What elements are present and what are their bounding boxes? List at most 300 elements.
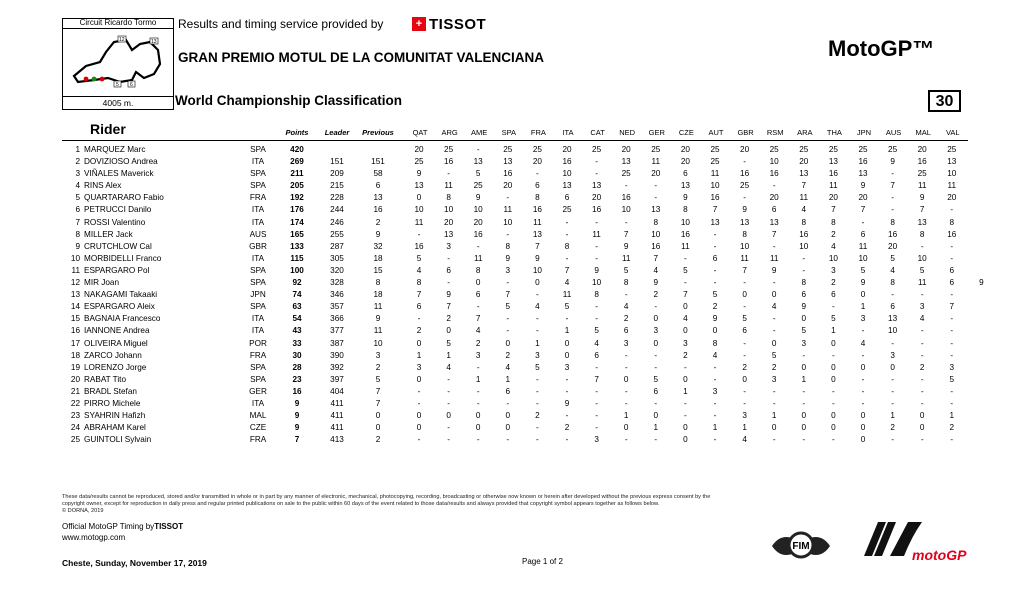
race-points-cell: 5 bbox=[890, 253, 895, 263]
race-points-cell: 2 bbox=[564, 423, 570, 433]
copyright-disclaimer bbox=[62, 494, 932, 515]
race-points-cell: - bbox=[802, 350, 806, 360]
race-points-cell: - bbox=[506, 314, 510, 324]
race-points-cell: 11 bbox=[947, 181, 957, 191]
rider-name: ESPARGARO Aleix bbox=[84, 302, 155, 312]
race-points-cell: 5 bbox=[683, 265, 688, 275]
race-points-cell: 11 bbox=[444, 181, 453, 191]
race-points-cell: 16 bbox=[710, 193, 720, 203]
race-points-cell: 5 bbox=[919, 265, 925, 275]
race-points-cell: - bbox=[713, 229, 717, 239]
gap-to-previous: 32 bbox=[373, 241, 383, 251]
race-points-cell: - bbox=[565, 217, 569, 227]
race-points-cell: - bbox=[447, 398, 450, 408]
race-points-cell: - bbox=[743, 338, 746, 348]
gap-to-previous: 13 bbox=[373, 193, 383, 203]
race-points-cell: 3 bbox=[771, 374, 777, 384]
race-points-cell: 8 bbox=[623, 278, 629, 288]
gap-to-leader: 209 bbox=[330, 169, 344, 179]
table-row bbox=[62, 144, 968, 156]
race-points-cell: 7 bbox=[683, 290, 688, 300]
race-points-cell: 0 bbox=[919, 411, 925, 421]
race-points-cell: 0 bbox=[564, 350, 570, 360]
table-row bbox=[62, 204, 968, 216]
map-marker: 12 bbox=[119, 37, 125, 43]
race-points-cell: 9 bbox=[890, 157, 895, 167]
race-points-cell: 4 bbox=[535, 302, 540, 312]
race-points-cell: - bbox=[920, 326, 924, 336]
race-points-cell: - bbox=[476, 435, 480, 445]
rider-name: BAGNAIA Francesco bbox=[84, 314, 161, 324]
rider-nation: SPA bbox=[250, 169, 266, 179]
race-points-cell: 13 bbox=[740, 217, 750, 227]
table-row bbox=[62, 301, 968, 313]
rider-name: RINS Alex bbox=[84, 181, 122, 191]
rider-nation: ITA bbox=[251, 398, 265, 408]
race-points-cell: 20 bbox=[740, 145, 750, 154]
race-points-cell: 8 bbox=[712, 338, 718, 348]
race-points-cell: 0 bbox=[505, 423, 511, 433]
rider-points: 205 bbox=[290, 181, 304, 191]
race-points-cell: 3 bbox=[535, 350, 540, 360]
rider-points: 74 bbox=[292, 290, 302, 300]
gap-to-previous: 10 bbox=[373, 338, 383, 348]
race-points-cell: - bbox=[891, 169, 894, 179]
race-points-cell: 20 bbox=[592, 193, 602, 203]
race-points-cell: - bbox=[743, 398, 746, 408]
race-points-cell: 7 bbox=[919, 205, 925, 215]
race-points-cell: 20 bbox=[444, 217, 454, 227]
circuit-map-icon bbox=[66, 32, 170, 94]
gap-to-leader: 246 bbox=[330, 217, 344, 227]
rider-name: BRADL Stefan bbox=[84, 386, 137, 396]
race-points-cell: 2 bbox=[683, 350, 688, 360]
race-points-cell: - bbox=[595, 314, 598, 324]
race-points-cell: 16 bbox=[562, 157, 572, 167]
race-points-cell: 2 bbox=[831, 278, 836, 288]
race-points-cell: 0 bbox=[446, 411, 451, 421]
rider-position: 11 bbox=[71, 265, 80, 275]
race-points-cell: - bbox=[565, 386, 569, 396]
race-points-cell: - bbox=[713, 278, 717, 288]
rider-nation: CZE bbox=[249, 423, 267, 433]
table-row bbox=[62, 325, 968, 337]
race-points-cell: 8 bbox=[564, 241, 570, 251]
race-points-cell: 8 bbox=[831, 217, 836, 227]
race-points-cell: 7 bbox=[623, 229, 629, 239]
race-column-header: MAL bbox=[915, 128, 931, 137]
race-points-cell: 25 bbox=[473, 181, 483, 191]
race-points-cell: 0 bbox=[623, 423, 629, 433]
race-points-cell: 0 bbox=[416, 411, 422, 421]
race-column-header: THA bbox=[826, 128, 842, 137]
rider-nation: FRA bbox=[249, 193, 267, 203]
race-points-cell: 9 bbox=[801, 302, 807, 312]
race-points-cell: 0 bbox=[653, 338, 659, 348]
race-points-cell: - bbox=[802, 253, 806, 263]
table-row bbox=[62, 217, 968, 229]
race-points-cell: 0 bbox=[860, 411, 866, 421]
rider-name: SYAHRIN Hafizh bbox=[84, 411, 146, 421]
race-points-cell: 13 bbox=[532, 229, 542, 239]
race-points-cell: 4 bbox=[623, 302, 629, 312]
race-points-cell: - bbox=[743, 350, 746, 360]
race-points-cell: - bbox=[624, 290, 628, 300]
race-points-cell: - bbox=[536, 386, 539, 396]
race-points-cell: 6 bbox=[475, 290, 481, 300]
race-points-cell: 7 bbox=[653, 253, 659, 263]
race-points-cell: 20 bbox=[621, 145, 631, 154]
race-points-cell: 20 bbox=[858, 193, 868, 203]
race-points-cell: - bbox=[920, 290, 924, 300]
race-points-cell: - bbox=[684, 398, 687, 408]
race-points-cell: 5 bbox=[653, 374, 659, 384]
gap-to-leader: 215 bbox=[330, 181, 344, 191]
gap-to-leader: 228 bbox=[330, 193, 344, 203]
rider-points: 33 bbox=[292, 338, 302, 348]
race-points-cell: 25 bbox=[503, 145, 513, 154]
gap-to-leader: 346 bbox=[330, 290, 344, 300]
map-marker: 13 bbox=[151, 39, 157, 45]
race-points-cell: 5 bbox=[594, 326, 599, 336]
race-points-cell: - bbox=[713, 411, 717, 421]
race-points-cell: - bbox=[417, 398, 421, 408]
race-points-cell: 1 bbox=[683, 386, 688, 396]
race-points-cell: - bbox=[772, 398, 776, 408]
race-points-cell: - bbox=[536, 374, 539, 384]
race-points-cell: 1 bbox=[860, 302, 866, 312]
rider-position: 6 bbox=[75, 205, 80, 215]
rider-nation: MAL bbox=[249, 411, 267, 421]
race-points-cell: 11 bbox=[681, 241, 690, 251]
race-points-cell: 7 bbox=[860, 205, 866, 215]
rider-nation: SPA bbox=[250, 181, 266, 191]
rider-position: 12 bbox=[70, 278, 80, 288]
website-link[interactable]: www.motogp.com bbox=[62, 533, 126, 542]
race-points-cell: 8 bbox=[890, 278, 895, 288]
race-points-cell: 7 bbox=[890, 181, 895, 191]
race-points-cell: 5 bbox=[771, 350, 777, 360]
race-points-cell: 4 bbox=[683, 314, 688, 324]
race-points-cell: 20 bbox=[473, 217, 483, 227]
race-points-cell: 8 bbox=[594, 290, 599, 300]
race-points-cell: 0 bbox=[742, 290, 747, 300]
race-points-cell: - bbox=[595, 217, 598, 227]
rider-nation: JPN bbox=[250, 290, 266, 300]
rider-name: OLIVEIRA Miguel bbox=[84, 338, 148, 348]
race-points-cell: 3 bbox=[564, 362, 570, 372]
race-points-cell: 11 bbox=[917, 181, 927, 191]
race-points-cell: 13 bbox=[592, 181, 602, 191]
race-points-cell: 7 bbox=[564, 265, 570, 275]
race-points-cell: 13 bbox=[680, 181, 690, 191]
race-points-cell: - bbox=[624, 362, 628, 372]
race-points-cell: 20 bbox=[828, 193, 838, 203]
race-points-cell: 8 bbox=[919, 229, 925, 239]
race-points-cell: 0 bbox=[623, 374, 629, 384]
race-points-cell: 20 bbox=[680, 145, 690, 154]
classification-table bbox=[62, 144, 984, 446]
race-points-cell: - bbox=[891, 374, 894, 384]
rider-nation: GBR bbox=[249, 241, 267, 251]
race-points-cell: 25 bbox=[444, 145, 454, 154]
race-points-cell: 0 bbox=[831, 411, 836, 421]
race-points-cell: 8 bbox=[742, 229, 747, 239]
race-points-cell: 16 bbox=[858, 157, 868, 167]
race-points-cell: 3 bbox=[801, 338, 807, 348]
race-points-cell: 0 bbox=[801, 411, 807, 421]
race-points-cell: 5 bbox=[712, 290, 718, 300]
race-column-header: GBR bbox=[737, 128, 754, 137]
race-points-cell: 11 bbox=[740, 253, 749, 263]
race-points-cell: - bbox=[950, 435, 954, 445]
rider-position: 21 bbox=[70, 386, 80, 396]
race-points-cell: - bbox=[624, 181, 628, 191]
race-points-cell: 7 bbox=[505, 290, 511, 300]
rider-name: IANNONE Andrea bbox=[84, 326, 150, 336]
race-points-cell: 13 bbox=[828, 157, 838, 167]
rider-position: 10 bbox=[70, 253, 80, 263]
race-points-cell: 25 bbox=[651, 145, 661, 154]
race-points-cell: - bbox=[654, 302, 658, 312]
race-points-cell: 20 bbox=[562, 145, 572, 154]
race-points-cell: - bbox=[684, 411, 687, 421]
race-points-cell: 5 bbox=[623, 265, 629, 275]
race-points-cell: 2 bbox=[831, 229, 836, 239]
race-points-cell: 7 bbox=[416, 290, 422, 300]
race-points-cell: 2 bbox=[623, 314, 629, 324]
race-points-cell: - bbox=[476, 241, 480, 251]
gap-to-previous: 15 bbox=[373, 265, 383, 275]
race-points-cell: - bbox=[861, 386, 865, 396]
race-points-cell: - bbox=[595, 302, 598, 312]
race-points-cell: 13 bbox=[769, 217, 779, 227]
race-points-cell: 4 bbox=[475, 326, 481, 336]
race-points-cell: 3 bbox=[475, 350, 481, 360]
race-points-cell: 5 bbox=[860, 265, 866, 275]
race-points-cell: 25 bbox=[740, 181, 750, 191]
race-points-cell: 0 bbox=[860, 423, 866, 433]
race-points-cell: - bbox=[891, 386, 894, 396]
race-points-cell: 6 bbox=[771, 205, 777, 215]
rider-points: 54 bbox=[292, 314, 302, 324]
race-points-cell: 2 bbox=[475, 338, 481, 348]
race-points-cell: 6 bbox=[653, 386, 659, 396]
race-points-cell: 16 bbox=[947, 229, 957, 239]
race-points-cell: 11 bbox=[858, 241, 868, 251]
race-points-cell: 25 bbox=[562, 205, 572, 215]
race-points-cell: - bbox=[950, 290, 954, 300]
race-points-cell: 20 bbox=[651, 169, 661, 179]
race-points-cell: 0 bbox=[831, 423, 836, 433]
race-points-cell: 25 bbox=[917, 169, 927, 179]
race-points-cell: 5 bbox=[564, 302, 570, 312]
race-points-cell: - bbox=[447, 435, 450, 445]
race-points-cell: 16 bbox=[651, 241, 661, 251]
race-points-cell: - bbox=[772, 435, 776, 445]
race-points-cell: 0 bbox=[505, 338, 511, 348]
race-points-cell: 4 bbox=[831, 241, 836, 251]
race-points-cell: - bbox=[861, 217, 865, 227]
race-points-cell: 2 bbox=[771, 362, 777, 372]
race-points-cell: 25 bbox=[799, 145, 809, 154]
race-points-cell: 4 bbox=[919, 314, 925, 324]
race-points-cell: 9 bbox=[416, 169, 422, 179]
gap-to-previous: 7 bbox=[375, 398, 381, 408]
race-points-cell: - bbox=[595, 157, 598, 167]
race-points-cell: 2 bbox=[505, 350, 511, 360]
motogp-logo-text: motoGP bbox=[912, 547, 967, 563]
race-points-cell: - bbox=[802, 386, 806, 396]
fim-logo-text: FIM bbox=[792, 541, 810, 552]
race-points-cell: 0 bbox=[831, 374, 836, 384]
race-points-cell: - bbox=[713, 241, 717, 251]
race-points-cell: - bbox=[832, 398, 835, 408]
rider-points: 9 bbox=[294, 398, 300, 408]
race-points-cell: 1 bbox=[771, 411, 777, 421]
race-points-cell: 16 bbox=[414, 241, 424, 251]
race-points-cell: - bbox=[595, 423, 598, 433]
race-points-cell: 8 bbox=[505, 241, 511, 251]
race-points-cell: 1 bbox=[623, 411, 629, 421]
race-points-cell: 13 bbox=[888, 314, 898, 324]
race-points-cell: 6 bbox=[890, 302, 895, 312]
rider-position: 8 bbox=[75, 229, 80, 239]
race-points-cell: 1 bbox=[475, 374, 481, 384]
race-points-cell: - bbox=[417, 435, 421, 445]
rider-points: 28 bbox=[292, 362, 302, 372]
race-points-cell: 6 bbox=[594, 350, 599, 360]
rider-name: ROSSI Valentino bbox=[84, 217, 146, 227]
rider-position: 5 bbox=[75, 193, 80, 203]
race-points-cell: 0 bbox=[683, 435, 688, 445]
table-row bbox=[62, 374, 968, 386]
race-points-cell: - bbox=[654, 350, 658, 360]
race-points-cell: 13 bbox=[858, 169, 868, 179]
race-points-cell: 25 bbox=[769, 145, 779, 154]
race-points-cell: - bbox=[920, 350, 924, 360]
gap-to-leader: 411 bbox=[330, 398, 344, 408]
race-points-cell: 6 bbox=[742, 326, 747, 336]
race-points-cell: 3 bbox=[831, 265, 836, 275]
race-points-cell: - bbox=[565, 229, 569, 239]
race-points-cell: - bbox=[447, 278, 450, 288]
race-points-cell: 0 bbox=[860, 435, 866, 445]
race-points-cell: - bbox=[832, 435, 835, 445]
race-points-cell: - bbox=[743, 157, 746, 167]
race-points-cell: 7 bbox=[949, 302, 955, 312]
rider-points: 100 bbox=[290, 265, 304, 275]
race-points-cell: 8 bbox=[653, 217, 659, 227]
race-points-cell: - bbox=[743, 386, 746, 396]
race-points-cell: 10 bbox=[680, 217, 690, 227]
race-points-cell: 20 bbox=[532, 157, 542, 167]
table-row bbox=[62, 192, 968, 204]
race-points-cell: 10 bbox=[710, 181, 720, 191]
race-points-cell: 9 bbox=[653, 278, 659, 288]
race-points-cell: 8 bbox=[949, 217, 955, 227]
rider-nation: SPA bbox=[250, 278, 266, 288]
race-points-cell: 9 bbox=[623, 241, 629, 251]
rider-points: 165 bbox=[290, 229, 304, 239]
rider-points: 133 bbox=[290, 241, 304, 251]
rider-position: 22 bbox=[70, 398, 80, 408]
race-points-cell: - bbox=[595, 411, 598, 421]
race-points-cell: 4 bbox=[505, 362, 511, 372]
gap-to-leader: 287 bbox=[330, 241, 344, 251]
gap-to-leader: 413 bbox=[330, 435, 344, 445]
rider-points: 420 bbox=[290, 145, 304, 154]
race-points-cell: - bbox=[950, 314, 954, 324]
race-points-cell: - bbox=[565, 314, 569, 324]
race-points-cell: 11 bbox=[621, 253, 631, 263]
rider-nation: ITA bbox=[251, 205, 265, 215]
race-points-cell: 1 bbox=[831, 326, 836, 336]
race-points-cell: 6 bbox=[505, 386, 511, 396]
rider-name: QUARTARARO Fabio bbox=[84, 193, 164, 203]
race-points-cell: 11 bbox=[917, 278, 927, 288]
gap-to-leader: 411 bbox=[330, 423, 344, 433]
race-points-cell: 4 bbox=[801, 205, 807, 215]
race-points-cell: 11 bbox=[533, 217, 542, 227]
race-points-cell: 2 bbox=[742, 362, 747, 372]
race-points-cell: 3 bbox=[712, 386, 718, 396]
race-points-cell: 25 bbox=[710, 157, 720, 167]
race-points-cell: - bbox=[654, 181, 658, 191]
race-points-cell: 13 bbox=[444, 229, 454, 239]
race-points-cell: - bbox=[861, 374, 865, 384]
race-points-cell: - bbox=[891, 398, 894, 408]
race-points-cell: 0 bbox=[771, 423, 777, 433]
race-points-cell: 9 bbox=[446, 290, 451, 300]
race-points-cell: 2 bbox=[446, 314, 451, 324]
race-points-cell: 10 bbox=[858, 253, 868, 263]
rider-name: MARQUEZ Marc bbox=[84, 145, 146, 154]
race-points-cell: 20 bbox=[503, 181, 513, 191]
race-points-cell: 20 bbox=[947, 193, 957, 203]
rider-nation: ITA bbox=[251, 157, 265, 167]
rider-position: 2 bbox=[75, 157, 80, 167]
race-points-cell: - bbox=[920, 338, 924, 348]
rider-points: 176 bbox=[290, 205, 304, 215]
race-points-cell: 0 bbox=[446, 326, 451, 336]
race-points-cell: - bbox=[595, 362, 598, 372]
race-points-cell: 10 bbox=[592, 278, 602, 288]
rider-position: 14 bbox=[70, 302, 80, 312]
race-points-cell: - bbox=[891, 205, 894, 215]
race-points-cell: - bbox=[417, 386, 421, 396]
race-points-cell: 8 bbox=[446, 193, 451, 203]
race-points-cell: 16 bbox=[532, 205, 542, 215]
race-points-cell: 0 bbox=[771, 338, 777, 348]
race-points-cell: 10 bbox=[888, 326, 898, 336]
race-points-cell: 8 bbox=[475, 265, 481, 275]
rider-position: 4 bbox=[75, 181, 80, 191]
rider-nation: GER bbox=[249, 386, 267, 396]
race-points-cell: 6 bbox=[683, 169, 688, 179]
race-points-cell: - bbox=[772, 278, 776, 288]
rider-name: VIÑALES Maverick bbox=[84, 169, 154, 179]
page-indicator: Page 1 of 2 bbox=[522, 557, 563, 566]
race-points-cell: 13 bbox=[947, 157, 957, 167]
race-points-cell: - bbox=[536, 169, 539, 179]
rider-name: MILLER Jack bbox=[84, 229, 133, 239]
race-points-cell: 16 bbox=[799, 229, 809, 239]
table-row bbox=[62, 313, 968, 325]
race-points-cell: 0 bbox=[771, 290, 777, 300]
race-points-cell: 5 bbox=[446, 338, 451, 348]
race-points-cell: 13 bbox=[651, 205, 661, 215]
